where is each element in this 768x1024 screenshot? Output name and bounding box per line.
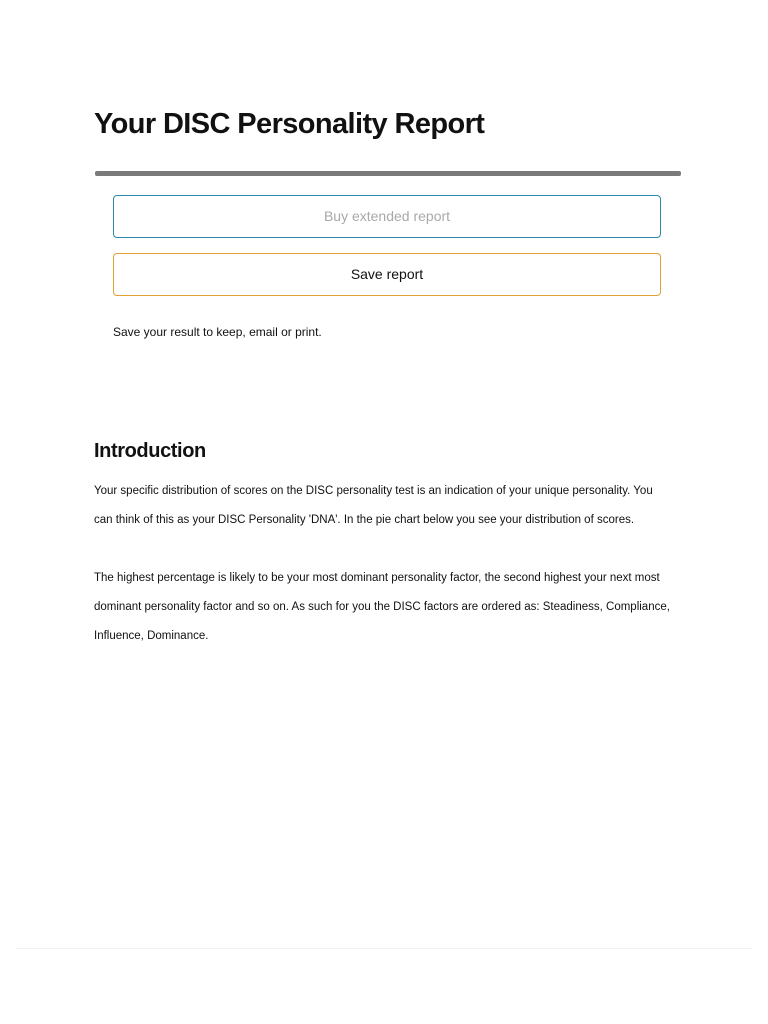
title-divider	[95, 171, 681, 176]
introduction-paragraph-1: Your specific distribution of scores on the DISC personality test is an indication of your unique personality. You can think of this as your DISC Personality 'DNA'. In the pie chart below you see your distribution of scores.	[94, 485, 653, 526]
buy-extended-report-button[interactable]: Buy extended report	[113, 195, 661, 238]
save-hint-text: Save your result to keep, email or print.	[113, 325, 322, 339]
footer-divider	[16, 948, 752, 949]
page-title: Your DISC Personality Report	[94, 108, 485, 140]
introduction-heading: Introduction	[94, 440, 206, 462]
introduction-paragraph-2: The highest percentage is likely to be your most dominant personality factor, the second highest your next most dominant personality factor and so on. As such for you the DISC factors are ordered as: Steadiness, Compliance, Influence, Dominance.	[94, 572, 670, 642]
save-report-button[interactable]: Save report	[113, 253, 661, 296]
